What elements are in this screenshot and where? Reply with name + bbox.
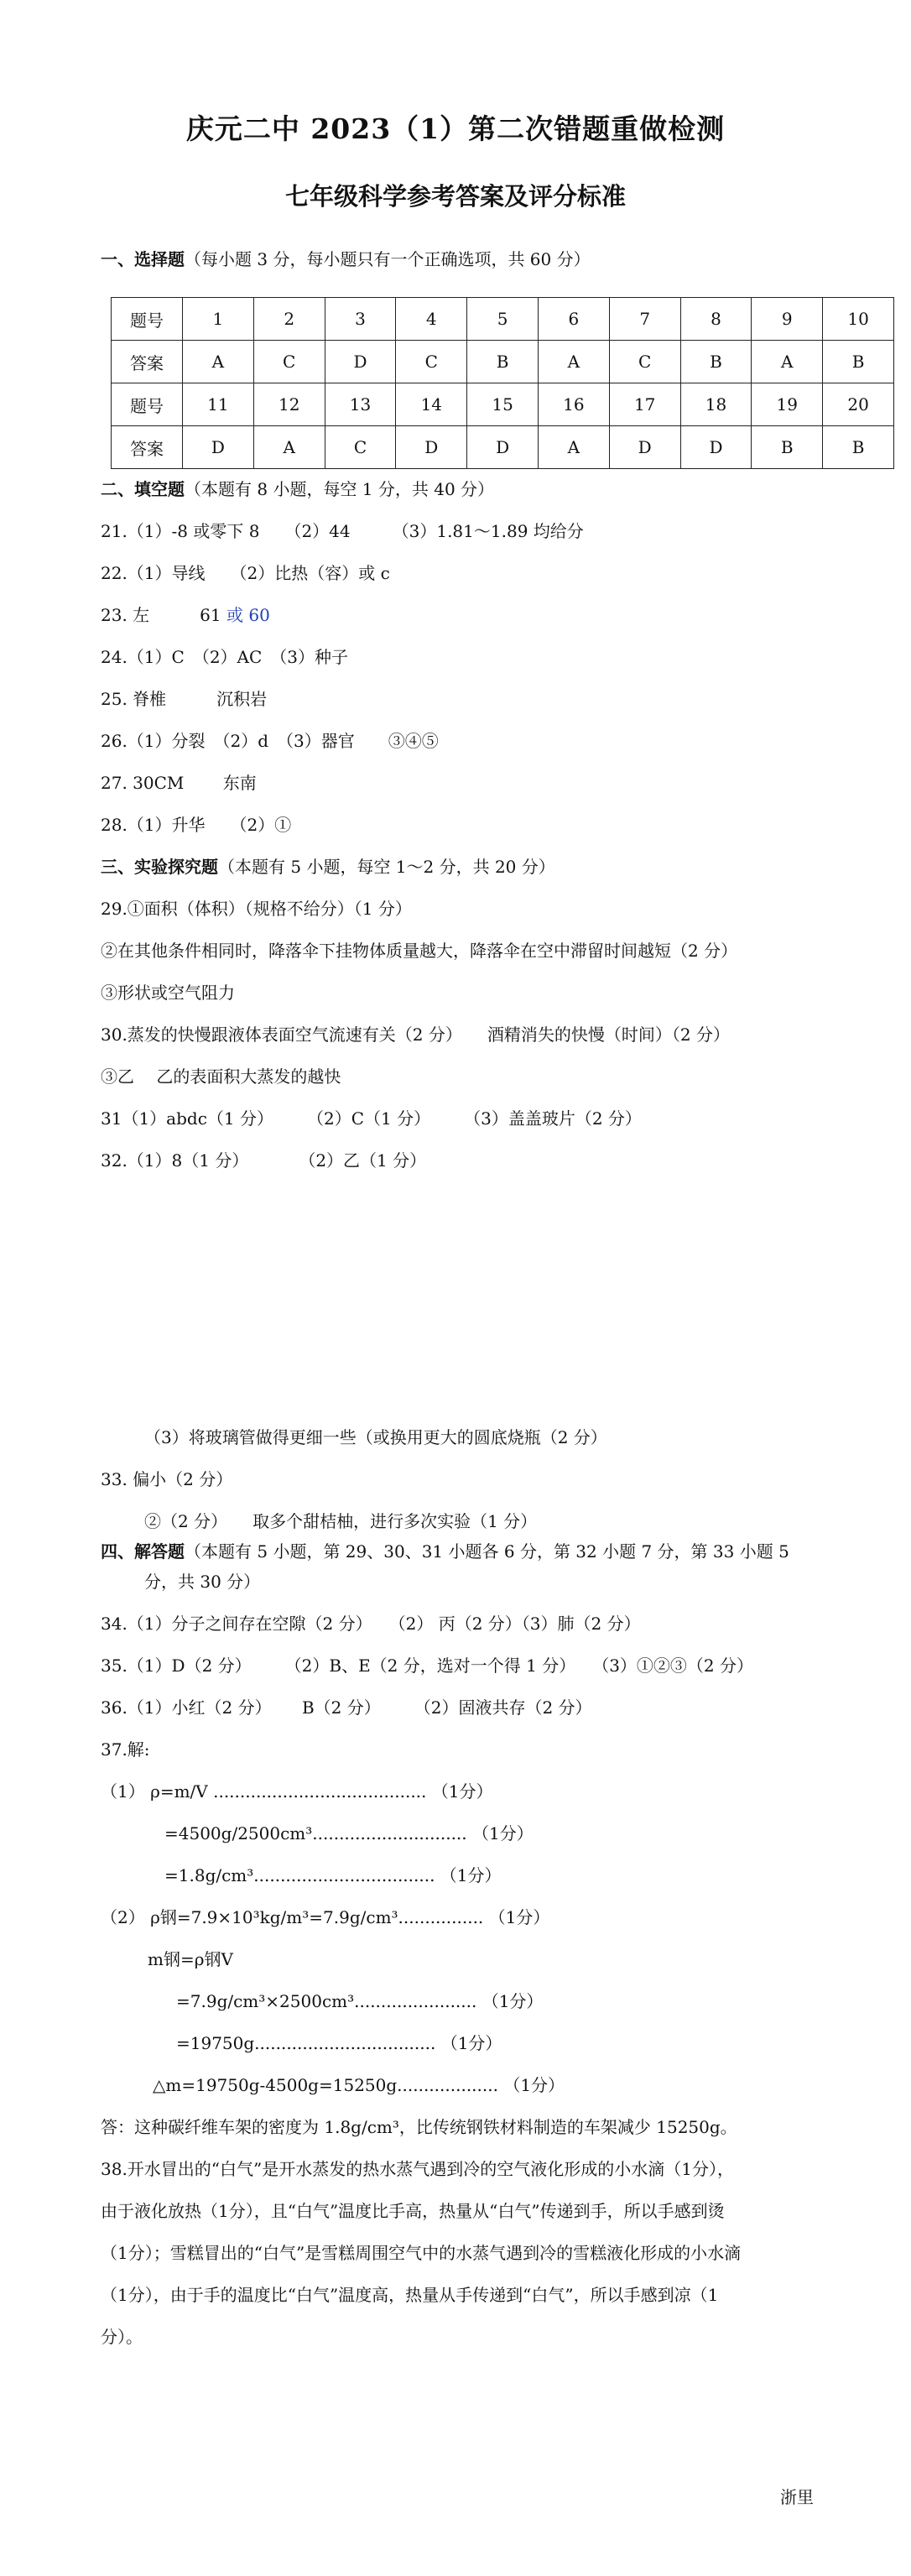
calc-line: =1.8g/cm³.................................. （1分）: [164, 1865, 502, 1885]
answer-38-line: 38.开水冒出的“白气”是开水蒸发的热水蒸气遇到冷的空气液化形成的小水滴（1分），: [101, 2159, 734, 2179]
calc-line: （2） ρ钢=7.9×10³kg/m³=7.9g/cm³................ （1分）: [101, 1907, 550, 1927]
answer-23-alt: 或 60: [226, 605, 270, 625]
table-cell: 16: [538, 383, 609, 426]
answer-38-line: 由于液化放热（1分），且“白气”温度比手高，热量从“白气”传递到手，所以手感到烫: [101, 2201, 725, 2221]
section-4-heading: 四、解答题（本题有 5 小题，第 29、30、31 小题各 6 分，第 32 小题 7 分，第 33 小题 5: [101, 1541, 789, 1562]
table-cell: B: [680, 341, 752, 383]
answer-29-2: ②在其他条件相同时，降落伞下挂物体质量越大，降落伞在空中滞留时间越短（2 分）: [101, 941, 738, 961]
calc-line: m钢=ρ钢V: [148, 1949, 233, 1969]
table-cell: D: [396, 426, 467, 469]
answer-34: 34.（1）分子之间存在空隙（2 分） （2） 丙（2 分）（3）肺（2 分）: [101, 1614, 641, 1634]
table-cell: 17: [609, 383, 680, 426]
table-cell: 19: [752, 383, 823, 426]
table-cell: 18: [680, 383, 752, 426]
answer-32-1: 32.（1）8（1 分） （2）乙（1 分）: [101, 1150, 427, 1171]
table-cell: A: [752, 341, 823, 383]
answer-28: 28.（1）升华 （2）①: [101, 815, 292, 835]
table-row: [112, 341, 894, 383]
answer-35: 35.（1）D（2 分） （2）B、E（2 分，选对一个得 1 分） （3）①②③（2 分）: [101, 1656, 753, 1676]
table-cell: 13: [325, 383, 396, 426]
footer-mark: 浙里: [780, 2487, 814, 2507]
table-row: [112, 298, 894, 341]
table-cell: 20: [823, 383, 894, 426]
table-cell: 8: [680, 298, 752, 341]
table-cell: A: [538, 426, 609, 469]
table-cell: 题号: [112, 298, 183, 341]
table-cell: B: [467, 341, 539, 383]
table-cell: B: [752, 426, 823, 469]
table-cell: 1: [183, 298, 254, 341]
table-cell: 9: [752, 298, 823, 341]
table-cell: 11: [183, 383, 254, 426]
calc-line: =4500g/2500cm³............................. （1分）: [164, 1823, 534, 1843]
answer-24: 24.（1）C （2）AC （3）种子: [101, 647, 349, 667]
table-cell: 题号: [112, 383, 183, 426]
calc-line: △m=19750g-4500g=15250g................... （1分）: [153, 2075, 565, 2095]
section-1-heading: 一、选择题（每小题 3 分，每小题只有一个正确选项，共 60 分）: [101, 249, 591, 269]
answer-36: 36.（1）小红（2 分） B（2 分） （2）固液共存（2 分）: [101, 1697, 592, 1718]
table-cell: C: [253, 341, 325, 383]
answer-30-1: 30.蒸发的快慢跟液体表面空气流速有关（2 分） 酒精消失的快慢（时间）（2 分）: [101, 1025, 730, 1045]
answer-25: 25. 脊椎 沉积岩: [101, 689, 268, 709]
table-cell: C: [325, 426, 396, 469]
table-cell: 3: [325, 298, 396, 341]
table-cell: D: [183, 426, 254, 469]
table-cell: 4: [396, 298, 467, 341]
table-cell: 答案: [112, 341, 183, 383]
answer-33-2: ②（2 分） 取多个甜桔柚，进行多次实验（1 分）: [144, 1511, 538, 1531]
answer-38-line: （1分）；雪糕冒出的“白气”是雪糕周围空气中的水蒸气遇到冷的雪糕液化形成的小水滴: [101, 2243, 742, 2263]
table-cell: D: [680, 426, 752, 469]
answer-22: 22.（1）导线 （2）比热（容）或 c: [101, 563, 390, 583]
answer-33-1: 33. 偏小（2 分）: [101, 1469, 233, 1489]
table-cell: A: [253, 426, 325, 469]
table-cell: 7: [609, 298, 680, 341]
table-cell: 15: [467, 383, 539, 426]
answer-27: 27. 30CM 东南: [101, 773, 257, 793]
table-cell: D: [325, 341, 396, 383]
section-2-heading: 二、填空题（本题有 8 小题，每空 1 分，共 40 分）: [101, 479, 495, 499]
table-row: [112, 426, 894, 469]
table-cell: D: [609, 426, 680, 469]
table-cell: A: [538, 341, 609, 383]
table-cell: B: [823, 341, 894, 383]
section-4-heading-cont: 分，共 30 分）: [144, 1572, 261, 1592]
answer-32-3: （3）将玻璃管做得更细一些（或换用更大的圆底烧瓶（2 分）: [144, 1427, 607, 1447]
table-cell: B: [823, 426, 894, 469]
answer-37-head: 37.解:: [101, 1739, 150, 1760]
document-title: 庆元二中 2023（1）第二次错题重做检测: [185, 112, 726, 145]
answer-23: 23. 左 61 或 60: [101, 605, 270, 625]
table-cell: A: [183, 341, 254, 383]
answer-26: 26.（1）分裂 （2）d （3）器官 ③④⑤: [101, 731, 439, 751]
answer-29-1: 29.①面积（体积）（规格不给分）（1 分）: [101, 899, 412, 919]
answer-37-conclusion: 答：这种碳纤维车架的密度为 1.8g/cm³，比传统钢铁材料制造的车架减少 15250g。: [101, 2117, 737, 2137]
table-row: [112, 383, 894, 426]
answer-31: 31（1）abdc（1 分） （2）C（1 分） （3）盖盖玻片（2 分）: [101, 1108, 642, 1129]
calc-line: =7.9g/cm³×2500cm³....................... （1分）: [176, 1991, 544, 2011]
table-cell: 2: [253, 298, 325, 341]
table-cell: 12: [253, 383, 325, 426]
answer-30-2: ③乙 乙的表面积大蒸发的越快: [101, 1066, 341, 1087]
table-cell: 5: [467, 298, 539, 341]
answer-table: [111, 297, 894, 469]
answer-21: 21.（1）-8 或零下 8 （2）44 （3）1.81～1.89 均给分: [101, 521, 584, 541]
answer-38-line: （1分），由于手的温度比“白气”温度高，热量从手传递到“白气”，所以手感到凉（1: [101, 2285, 719, 2305]
table-cell: 答案: [112, 426, 183, 469]
document-subtitle: 七年级科学参考答案及评分标准: [284, 182, 626, 211]
section-3-heading: 三、实验探究题（本题有 5 小题，每空 1～2 分，共 20 分）: [101, 857, 555, 877]
table-cell: 14: [396, 383, 467, 426]
calc-line: （1） ρ=m/V ........................................ （1分）: [101, 1781, 493, 1802]
table-cell: D: [467, 426, 539, 469]
table-cell: 6: [538, 298, 609, 341]
table-cell: C: [609, 341, 680, 383]
answer-29-3: ③形状或空气阻力: [101, 983, 235, 1003]
answer-38-line: 分）。: [101, 2327, 143, 2347]
calc-line: =19750g.................................. （1分）: [176, 2033, 502, 2053]
table-cell: 10: [823, 298, 894, 341]
table-cell: C: [396, 341, 467, 383]
